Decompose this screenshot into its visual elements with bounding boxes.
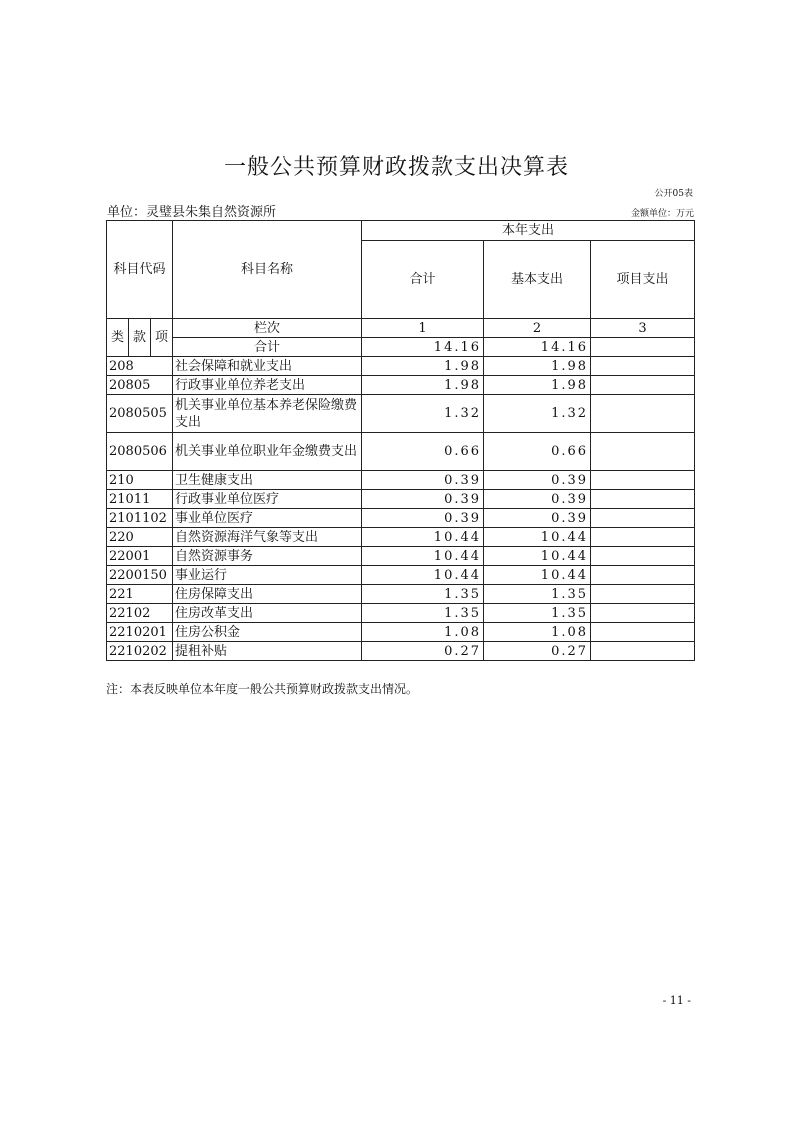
row-project <box>591 528 695 547</box>
table-row <box>107 433 695 471</box>
header-project: 项目支出 <box>591 241 695 319</box>
row-total: 1.35 <box>362 604 484 623</box>
row-basic: 10.44 <box>484 547 591 566</box>
row-total: 1.35 <box>362 585 484 604</box>
table-row <box>107 395 695 433</box>
row-code: 20805 <box>107 376 173 395</box>
row-total: 0.39 <box>362 490 484 509</box>
row-total: 1.08 <box>362 623 484 642</box>
row-project <box>591 604 695 623</box>
row-name: 卫生健康支出 <box>173 471 362 490</box>
row-project <box>591 585 695 604</box>
row-code: 2080505 <box>107 395 173 433</box>
row-total: 0.39 <box>362 509 484 528</box>
row-project <box>591 509 695 528</box>
row-project <box>591 642 695 661</box>
row-code: 2200150 <box>107 566 173 585</box>
row-name: 机关事业单位基本养老保险缴费支出 <box>173 395 362 433</box>
row-project <box>591 623 695 642</box>
row-code: 2210202 <box>107 642 173 661</box>
row-total: 0.66 <box>362 433 484 471</box>
page-title: 一般公共预算财政拨款支出决算表 <box>223 155 569 180</box>
row-basic: 0.39 <box>484 490 591 509</box>
sum-total: 14.16 <box>362 338 484 357</box>
sum-label: 合计 <box>173 338 362 357</box>
row-project <box>591 433 695 471</box>
row-basic: 1.32 <box>484 395 591 433</box>
row-name: 住房保障支出 <box>173 585 362 604</box>
header-basic: 基本支出 <box>484 241 591 319</box>
row-name: 事业运行 <box>173 566 362 585</box>
footnote: 注：本表反映单位本年度一般公共预算财政拨款支出情况。 <box>106 682 419 696</box>
row-basic: 1.08 <box>484 623 591 642</box>
row-total: 10.44 <box>362 528 484 547</box>
table-row <box>107 623 695 642</box>
row-name: 住房公积金 <box>173 623 362 642</box>
table-row <box>107 490 695 509</box>
row-code: 22001 <box>107 547 173 566</box>
expenditure-table <box>106 220 695 661</box>
row-code: 2080506 <box>107 433 173 471</box>
row-project <box>591 566 695 585</box>
row-basic: 0.27 <box>484 642 591 661</box>
row-basic: 1.98 <box>484 357 591 376</box>
row-name: 社会保障和就业支出 <box>173 357 362 376</box>
row-code: 2210201 <box>107 623 173 642</box>
row-project <box>591 471 695 490</box>
row-name: 事业单位医疗 <box>173 509 362 528</box>
row-basic: 10.44 <box>484 566 591 585</box>
row-name: 自然资源海洋气象等支出 <box>173 528 362 547</box>
table-row <box>107 566 695 585</box>
row-code: 220 <box>107 528 173 547</box>
header-year-expenditure: 本年支出 <box>362 221 695 241</box>
table-row <box>107 604 695 623</box>
row-basic: 0.66 <box>484 433 591 471</box>
row-code: 210 <box>107 471 173 490</box>
row-name: 提租补贴 <box>173 642 362 661</box>
row-code: 22102 <box>107 604 173 623</box>
row-basic: 0.39 <box>484 471 591 490</box>
header-kuan: 款 <box>129 319 151 357</box>
row-code: 208 <box>107 357 173 376</box>
row-total: 1.32 <box>362 395 484 433</box>
table-row <box>107 376 695 395</box>
row-code: 221 <box>107 585 173 604</box>
row-basic: 1.35 <box>484 604 591 623</box>
row-name: 自然资源事务 <box>173 547 362 566</box>
unit-label: 单位：灵璧县朱集自然资源所 <box>107 205 277 220</box>
form-number: 公开05表 <box>654 189 693 199</box>
row-name: 行政事业单位医疗 <box>173 490 362 509</box>
row-total: 0.27 <box>362 642 484 661</box>
row-name: 住房改革支出 <box>173 604 362 623</box>
col-number-1: 1 <box>362 319 484 338</box>
table-row <box>107 547 695 566</box>
header-lanci: 栏次 <box>173 319 362 338</box>
sum-basic: 14.16 <box>484 338 591 357</box>
table-row <box>107 642 695 661</box>
row-name: 行政事业单位养老支出 <box>173 376 362 395</box>
page-number: - 11 - <box>662 994 691 1007</box>
col-number-3: 3 <box>591 319 695 338</box>
table-row <box>107 585 695 604</box>
row-project <box>591 395 695 433</box>
row-total: 10.44 <box>362 547 484 566</box>
row-project <box>591 490 695 509</box>
row-name: 机关事业单位职业年金缴费支出 <box>173 433 362 471</box>
row-project <box>591 357 695 376</box>
money-unit-label: 金额单位：万元 <box>630 209 694 219</box>
row-project <box>591 547 695 566</box>
row-code: 2101102 <box>107 509 173 528</box>
table-row <box>107 528 695 547</box>
row-project <box>591 376 695 395</box>
table-row <box>107 471 695 490</box>
col-number-2: 2 <box>484 319 591 338</box>
header-lei: 类 <box>107 319 129 357</box>
row-basic: 1.35 <box>484 585 591 604</box>
row-total: 1.98 <box>362 376 484 395</box>
row-basic: 10.44 <box>484 528 591 547</box>
table-row <box>107 509 695 528</box>
sum-project <box>591 338 695 357</box>
row-basic: 0.39 <box>484 509 591 528</box>
row-total: 0.39 <box>362 471 484 490</box>
table-row <box>107 357 695 376</box>
row-basic: 1.98 <box>484 376 591 395</box>
header-name: 科目名称 <box>173 221 362 319</box>
header-total: 合计 <box>362 241 484 319</box>
header-xiang: 项 <box>151 319 173 357</box>
row-code: 21011 <box>107 490 173 509</box>
row-total: 10.44 <box>362 566 484 585</box>
row-total: 1.98 <box>362 357 484 376</box>
header-code: 科目代码 <box>107 221 173 319</box>
